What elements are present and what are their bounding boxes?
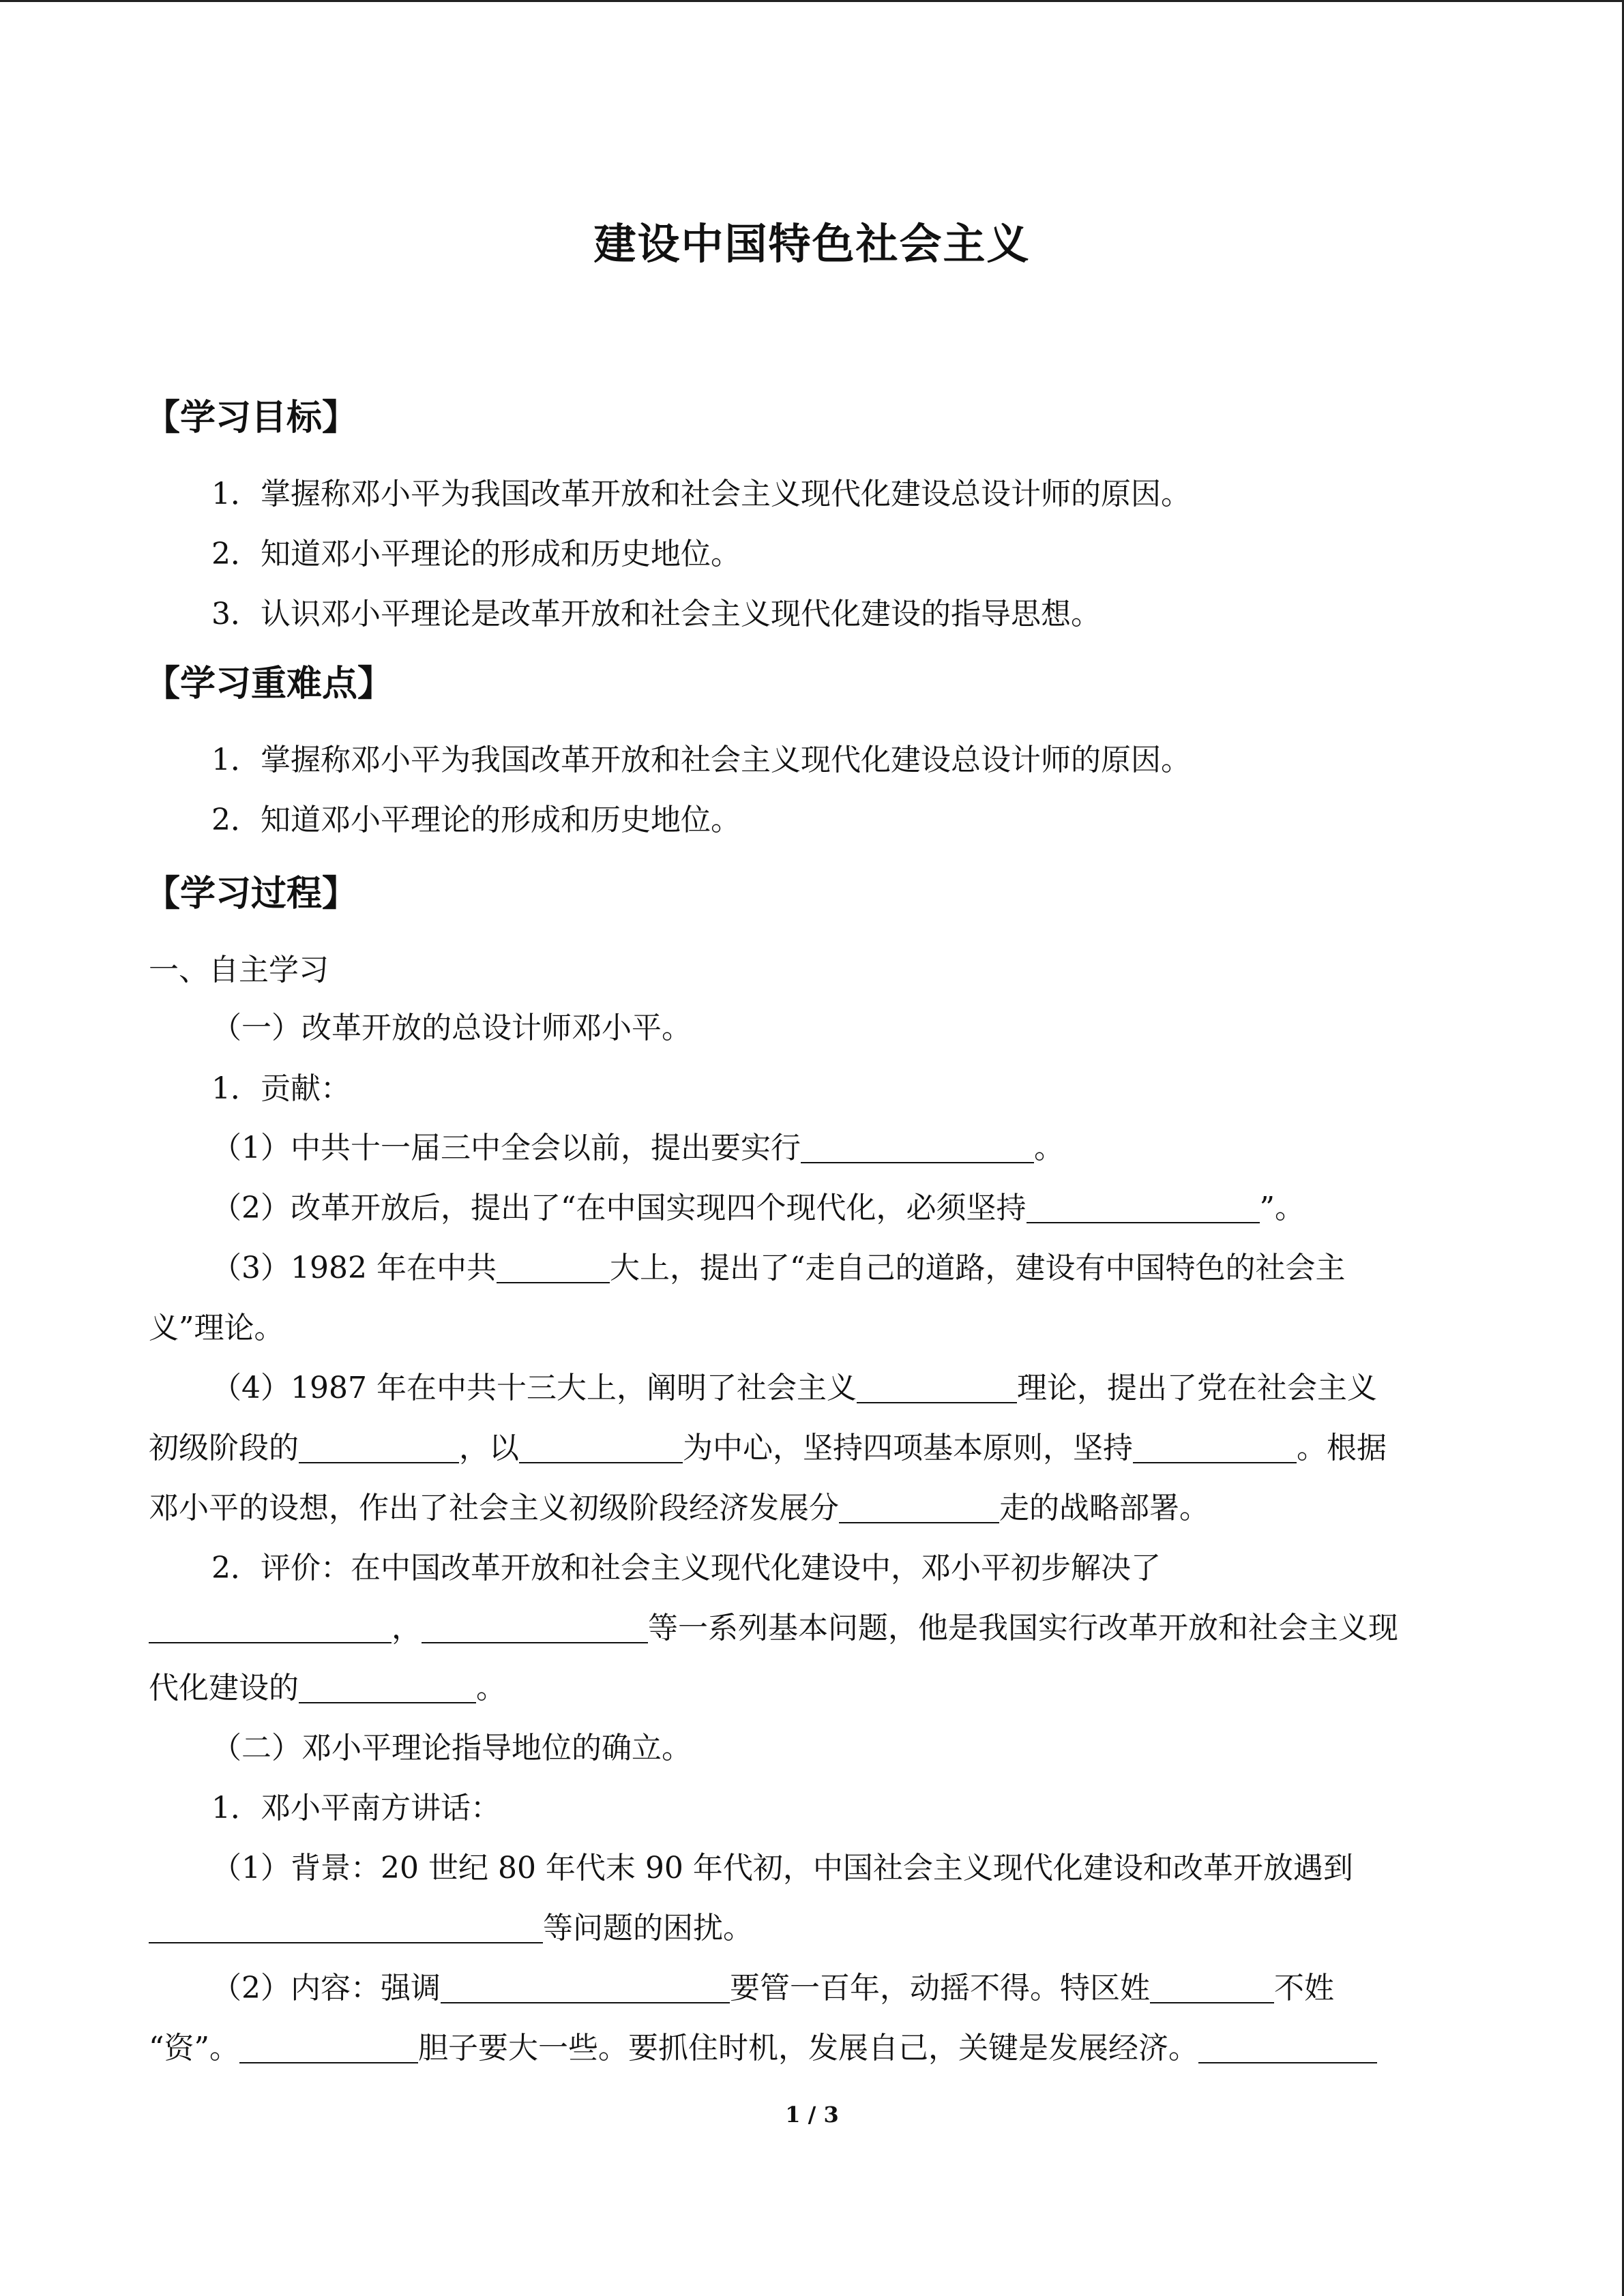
- question-line: [211, 1248, 1345, 1289]
- question-text: ，以: [459, 1431, 519, 1465]
- sub-title: 1．邓小平南方讲话：: [211, 1791, 501, 1825]
- objectives-heading: 【学习目标】: [145, 398, 358, 438]
- objective-item: 2．知道邓小平理论的形成和历史地位。: [211, 537, 741, 571]
- question-text: （3）1982 年在中共: [211, 1251, 497, 1285]
- question-line: [149, 1488, 1209, 1529]
- answer-blank[interactable]: [1150, 1972, 1274, 2003]
- question-text: 邓小平的设想，作出了社会主义初级阶段经济发展分: [149, 1491, 839, 1525]
- page-border-top: [0, 0, 1624, 2]
- question-text: “资”。: [149, 2031, 239, 2066]
- sub-title: 1．贡献：: [211, 1071, 351, 1106]
- objective-item: 1．掌握称邓小平为我国改革开放和社会主义现代化建设总设计师的原因。: [211, 477, 1191, 511]
- question-text: 。: [476, 1671, 506, 1705]
- answer-blank[interactable]: [299, 1672, 476, 1703]
- question-text: 初级阶段的: [149, 1431, 299, 1465]
- part-title: （二）邓小平理论指导地位的确立。: [211, 1731, 692, 1765]
- answer-blank[interactable]: [149, 1912, 543, 1943]
- question-line: [149, 1908, 753, 1949]
- question-line: [149, 2028, 1377, 2069]
- question-text: 大上，提出了“走自己的道路，建设有中国特色的社会主: [609, 1251, 1346, 1285]
- question-text: ”。: [1259, 1191, 1305, 1225]
- answer-blank[interactable]: [801, 1132, 1034, 1163]
- key-points-heading: 【学习重难点】: [145, 664, 394, 704]
- question-text: 代化建设的: [149, 1671, 299, 1705]
- answer-blank[interactable]: [519, 1432, 683, 1463]
- question-line: [149, 1608, 1398, 1649]
- question-text: 等问题的困扰。: [543, 1911, 753, 1945]
- process-heading: 【学习过程】: [145, 874, 358, 914]
- objective-item: 3．认识邓小平理论是改革开放和社会主义现代化建设的指导思想。: [211, 597, 1101, 631]
- question-text: 等一系列基本问题，他是我国实行改革开放和社会主义现: [648, 1611, 1398, 1645]
- answer-blank[interactable]: [1027, 1192, 1260, 1223]
- section-title: 一、自主学习: [149, 953, 329, 987]
- answer-blank[interactable]: [1198, 2032, 1377, 2063]
- answer-blank[interactable]: [839, 1492, 999, 1523]
- part-title: （一）改革开放的总设计师邓小平。: [211, 1011, 692, 1045]
- question-text: 要管一百年，动摇不得。特区姓: [730, 1971, 1150, 2006]
- answer-blank[interactable]: [239, 2032, 418, 2063]
- page-number: 1 / 3: [785, 2102, 839, 2128]
- answer-blank[interactable]: [299, 1432, 459, 1463]
- answer-blank[interactable]: [857, 1372, 1017, 1403]
- question-line: [211, 1368, 1377, 1409]
- question-line: 义”理论。: [149, 1311, 284, 1345]
- question-text: ，: [392, 1611, 422, 1645]
- question-text: 。: [1034, 1131, 1064, 1165]
- question-line: [149, 1668, 506, 1709]
- question-text: 理论，提出了党在社会主义: [1016, 1371, 1377, 1405]
- question-text: （4）1987 年在中共十三大上，阐明了社会主义: [211, 1371, 857, 1405]
- page-title: 建设中国特色社会主义: [593, 219, 1031, 269]
- question-text: （2）改革开放后，提出了“在中国实现四个现代化，必须坚持: [211, 1191, 1027, 1225]
- answer-blank[interactable]: [497, 1252, 610, 1283]
- answer-blank[interactable]: [1133, 1432, 1297, 1463]
- question-line: 2．评价：在中国改革开放和社会主义现代化建设中，邓小平初步解决了: [211, 1551, 1161, 1585]
- question-text: （1）中共十一届三中全会以前，提出要实行: [211, 1131, 801, 1165]
- question-text: 。根据: [1297, 1431, 1387, 1465]
- question-text: 走的战略部署。: [999, 1491, 1209, 1525]
- question-line: [211, 1968, 1334, 2009]
- question-text: （2）内容：强调: [211, 1971, 441, 2006]
- question-text: 为中心，坚持四项基本原则，坚持: [683, 1431, 1133, 1465]
- answer-blank[interactable]: [149, 1612, 392, 1643]
- key-point-item: 2．知道邓小平理论的形成和历史地位。: [211, 803, 741, 837]
- question-line: [149, 1428, 1387, 1469]
- answer-blank[interactable]: [441, 1972, 730, 2003]
- question-line: [211, 1188, 1305, 1229]
- question-line: （1）背景：20 世纪 80 年代末 90 年代初，中国社会主义现代化建设和改革开放遇到: [211, 1851, 1353, 1885]
- key-point-item: 1．掌握称邓小平为我国改革开放和社会主义现代化建设总设计师的原因。: [211, 743, 1191, 777]
- answer-blank[interactable]: [422, 1612, 648, 1643]
- question-text: 不姓: [1274, 1971, 1334, 2006]
- question-line: [211, 1128, 1064, 1169]
- question-text: 胆子要大一些。要抓住时机，发展自己，关键是发展经济。: [418, 2031, 1198, 2066]
